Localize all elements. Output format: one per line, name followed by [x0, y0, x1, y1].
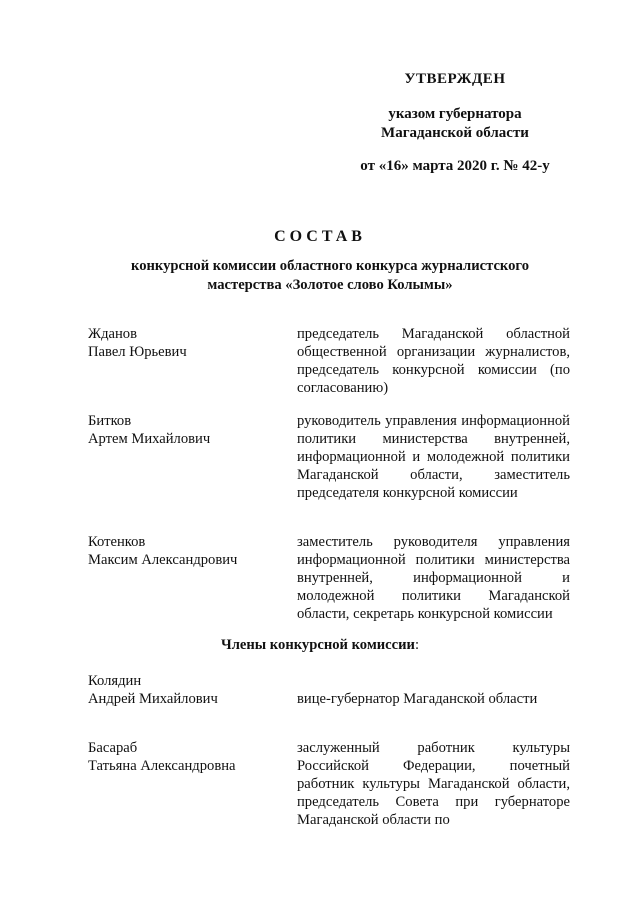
document-title: СОСТАВ — [274, 228, 366, 245]
members-section-heading — [0, 637, 640, 654]
member-given-name: Павел Юрьевич — [88, 344, 187, 360]
member-name — [88, 672, 288, 708]
member-name — [88, 412, 288, 448]
document-subtitle — [90, 257, 570, 295]
member-name — [88, 533, 288, 569]
approval-stamp — [330, 70, 580, 176]
member-given-name: Андрей Михайлович — [88, 691, 218, 707]
approval-date: от «16» марта 2020 г. № 42-у — [360, 158, 550, 174]
member-surname: Жданов — [88, 326, 137, 342]
members-heading-colon: : — [414, 637, 420, 653]
member-surname: Басараб — [88, 740, 138, 756]
member-role: заместитель руководителя управления информационной политики министерства внутренней, информационной и молодежной политики Магаданской области, секретарь конкурсной комиссии — [297, 534, 570, 622]
approval-by-line2: Магаданской области — [381, 125, 529, 141]
member-role: председатель Магаданской областной общественной организации журналистов, председатель конкурсной комиссии (по согласованию) — [297, 326, 570, 396]
members-heading-text: Члены конкурсной комиссии — [220, 637, 415, 653]
member-surname: Котенков — [88, 534, 146, 550]
member-name — [88, 739, 288, 775]
member-role: вице-губернатор Магаданской области — [297, 691, 538, 707]
member-given-name: Максим Александрович — [88, 552, 238, 568]
document-subtitle-line1: конкурсной комиссии областного конкурса журналистского — [131, 258, 529, 274]
member-surname: Битков — [88, 413, 132, 429]
member-surname: Колядин — [88, 673, 142, 689]
member-role: руководитель управления информационной политики министерства внутренней, информационной и молодежной политики Магаданской области, заместитель председателя конкурсной комиссии — [297, 413, 570, 501]
member-name — [88, 325, 288, 361]
member-given-name: Татьяна Александровна — [88, 758, 236, 774]
member-role: заслуженный работник культуры Российской Федерации, почетный работник культуры Магаданской области, председатель Совета при губернаторе Магаданской области по — [297, 740, 570, 828]
approval-title: УТВЕРЖДЕН — [404, 71, 506, 87]
document-subtitle-line2: мастерства «Золотое слово Колымы» — [207, 277, 453, 293]
approval-by-line1: указом губернатора — [388, 106, 522, 122]
member-given-name: Артем Михайлович — [88, 431, 211, 447]
